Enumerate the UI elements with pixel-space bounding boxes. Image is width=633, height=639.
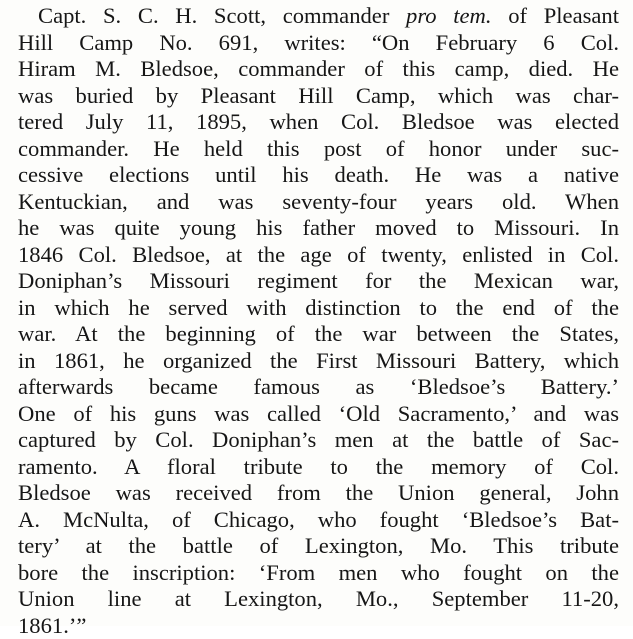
- article-line: A. McNulta, of Chicago, who fought ‘Bledsoe’s Bat-: [18, 507, 619, 534]
- article-line: Doniphan’s Missouri regiment for the Mexican war,: [18, 268, 619, 295]
- article-line: Hill Camp No. 691, writes: “On February 6 Col.: [18, 30, 619, 57]
- article-line: captured by Col. Doniphan’s men at the battle of Sac-: [18, 427, 619, 454]
- article-line: [18, 3, 619, 30]
- article-line: war. At the beginning of the war between the States,: [18, 321, 619, 348]
- article-line: commander. He held this post of honor under suc-: [18, 136, 619, 163]
- article-line: tery’ at the battle of Lexington, Mo. This tribute: [18, 533, 619, 560]
- article-line: in which he served with distinction to the end of the: [18, 295, 619, 322]
- article-line: 1861.’”: [18, 613, 619, 639]
- article-column: [18, 3, 619, 639]
- article-line: One of his guns was called ‘Old Sacramento,’ and was: [18, 401, 619, 428]
- article-line: was buried by Pleasant Hill Camp, which was char-: [18, 83, 619, 110]
- article-line: he was quite young his father moved to Missouri. In: [18, 215, 619, 242]
- article-line: in 1861, he organized the First Missouri Battery, which: [18, 348, 619, 375]
- article-line: 1846 Col. Bledsoe, at the age of twenty, enlisted in Col.: [18, 242, 619, 269]
- article-line: bore the inscription: ‘From men who fought on the: [18, 560, 619, 587]
- article-line: Kentuckian, and was seventy-four years old. When: [18, 189, 619, 216]
- italic-phrase: pro tem.: [406, 3, 492, 28]
- line-text: Capt. S. C. H. Scott, commander: [38, 3, 406, 28]
- article-line: cessive elections until his death. He was a native: [18, 162, 619, 189]
- line-text: of Pleasant: [492, 3, 619, 28]
- article-line: Hiram M. Bledsoe, commander of this camp, died. He: [18, 56, 619, 83]
- article-line: ramento. A floral tribute to the memory of Col.: [18, 454, 619, 481]
- article-line: tered July 11, 1895, when Col. Bledsoe was elected: [18, 109, 619, 136]
- article-line: Bledsoe was received from the Union general, John: [18, 480, 619, 507]
- article-line: Union line at Lexington, Mo., September 11-20,: [18, 586, 619, 613]
- article-line: afterwards became famous as ‘Bledsoe’s Battery.’: [18, 374, 619, 401]
